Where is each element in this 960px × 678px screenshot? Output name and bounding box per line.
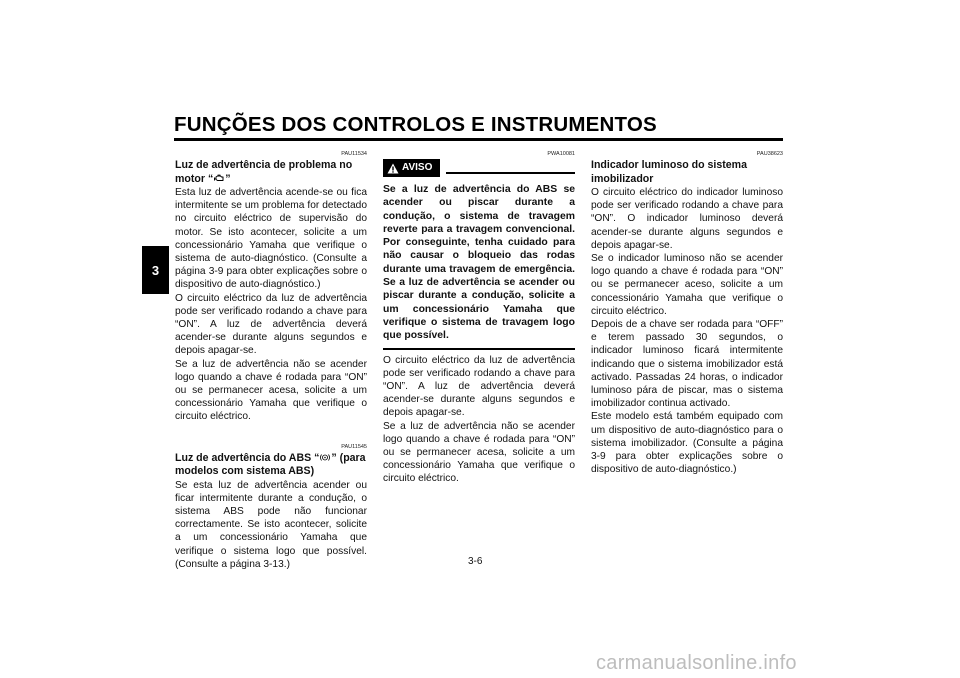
heading-text: Luz de advertência de problema no <box>175 159 353 171</box>
paragraph: Depois de a chave ser rodada para “OFF” e terem passado 30 segundos, o indicador luminoso ficará intermitente indicando que o sistema imobilizador está activado. Passadas 24 horas, o indicador luminoso pára de piscar, mas o sistema imobilizador continua activado. <box>591 319 783 410</box>
paragraph: Este modelo está também equipado com um dispositivo de auto-diagnóstico para o sistema imobilizador. (Consulte a página 3-9 para obter explicações sobre o dispositivo de auto-diagnóstico.) <box>591 411 783 476</box>
section-code: PAU38623 <box>756 151 783 157</box>
section-heading-immobilizer: Indicador luminoso do sistema imobilizador <box>591 159 747 185</box>
page-title: FUNÇÕES DOS CONTROLOS E INSTRUMENTOS <box>174 113 657 136</box>
section-heading-abs-warning <box>175 452 367 479</box>
paragraph: O circuito eléctrico do indicador luminoso pode ser verificado rodando a chave para “ON”. O indicador luminoso deverá acender-se durante alguns segundos e depois apagar-se. <box>591 187 783 251</box>
paragraph: Esta luz de advertência acende-se ou fica intermitente se um problema for detectado no circuito eléctrico de supervisão do motor. Se isto acontecer, solicite a um concessionário Yamaha que verifique o sistema de auto-diagnóstico. (Consulte a página 3-9 para obter explicações sobre o dispositivo de auto-diagnóstico.) <box>175 187 367 291</box>
paragraph: O circuito eléctrico da luz de advertência pode ser verificado rodando a chave para “ON”. A luz de advertência deverá acender-se durante alguns segundos e depois apagar-se. <box>175 292 367 357</box>
watermark[interactable]: carmanualsonline.info <box>596 652 797 674</box>
heading-text: ” <box>225 172 231 185</box>
page-number: 3-6 <box>468 556 483 567</box>
title-rule <box>174 138 783 141</box>
section-code: PAU11534 <box>341 151 367 157</box>
paragraph: Se o indicador luminoso não se acender logo quando a chave é rodada para “ON” ou se permanecer aceso, solicite a um concessionário Yamaha que verifique o circuito eléctrico. <box>591 253 783 317</box>
heading-text: ” (para modelos com sistema ABS) <box>175 451 366 478</box>
engine-check-icon <box>213 174 225 183</box>
column-right <box>591 150 783 476</box>
paragraph: Se a luz de advertência não se acender logo quando a chave é rodada para “ON” ou se permanecer acesa, solicite a um concessionário Yamaha que verifique o circuito eléctrico. <box>175 358 367 423</box>
warning-triangle-icon <box>387 163 399 174</box>
paragraph: Se esta luz de advertência acender ou ficar intermitente durante a condução, o sistema ABS pode não funcionar correctamente. Se isto acontecer, solicite a um concessionário Yamaha que verifique o sistema logo que possível. (Consulte a página 3-13.) <box>175 479 367 570</box>
paragraph: O circuito eléctrico da luz de advertência pode ser verificado rodando a chave para “ON”. A luz de advertência deverá acender-se durante alguns segundos e depois apagar-se. <box>383 354 575 419</box>
paragraph: Se a luz de advertência não se acender logo quando a chave é rodada para “ON” ou se permanecer acesa, solicite a um concessionário Yamaha que verifique o circuito eléctrico. <box>383 420 575 485</box>
column-middle <box>383 150 575 486</box>
chapter-tab: 3 <box>142 246 169 294</box>
abs-icon <box>319 453 331 462</box>
warning-label: AVISO <box>402 162 433 174</box>
section-heading-engine-warning <box>175 159 367 186</box>
column-left <box>175 150 367 571</box>
heading-text: motor “ <box>175 172 214 185</box>
section-code: PWA10081 <box>547 151 575 157</box>
warning-text: Se a luz de advertência do ABS se acender ou piscar durante a condução, o sistema de travagem reverte para a travagem convencional. Por conseguinte, tenha cuidado para não causar o bloqueio das rodas durante uma travagem de emergência. Se a luz de advertência se acender ou piscar durante a condução, solicite a um concessionário Yamaha que verifique o sistema de travagem logo que possível. <box>383 183 575 350</box>
warning-badge <box>383 159 440 177</box>
heading-text: Luz de advertência do ABS “ <box>175 451 320 464</box>
warning-rule <box>446 172 575 174</box>
warning-header <box>383 159 575 177</box>
section-code: PAU11545 <box>341 443 367 450</box>
